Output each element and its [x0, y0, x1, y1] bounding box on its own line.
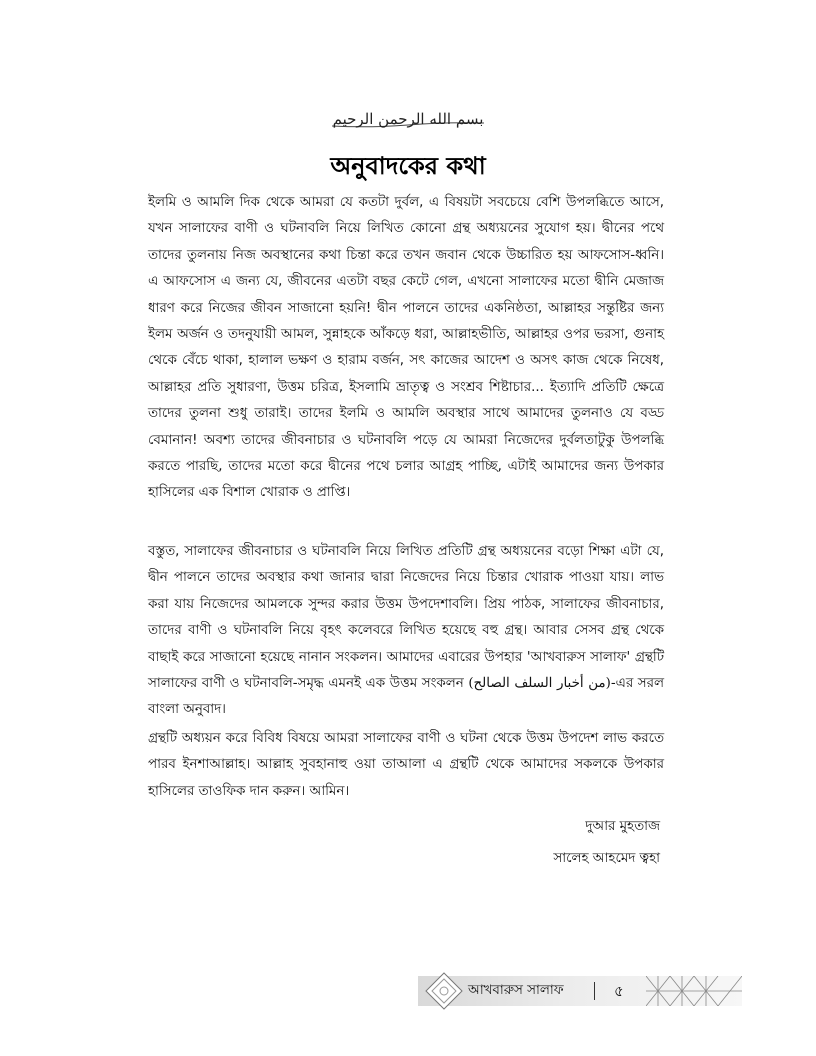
page-number: ৫ [614, 982, 624, 1000]
geometric-pattern-icon [646, 976, 742, 1006]
footer-divider [594, 982, 595, 1000]
ornament-icon [424, 971, 464, 1011]
paragraph-2-end: -এর সরল বাংলা অনুবাদ। [148, 676, 664, 718]
bismillah-text: بسم الله الرحمن الرحيم [332, 110, 484, 128]
arabic-book-title: (من أخبار السلف الصالح) [468, 676, 611, 692]
bismillah-calligraphy [300, 104, 516, 134]
signature-line-1: দুআর মুহতাজ [585, 819, 660, 834]
page-title: অনুবাদকের কথা [330, 151, 486, 180]
paragraph-2 [148, 539, 664, 724]
paragraph-2-text: বস্তুত, সালাফের জীবনাচার ও ঘটনাবলি নিয়ে লিখিত প্রতিটি গ্রন্থ অধ্যয়নের বড়ো শিক্ষা এটা যে, দ্বীন পালনে তাদের অবস্থার কথা জানার দ্বারা নিজেদের নিয়ে চিন্তার খোরাক পাওয়া যায়। লাভ করা যায় নিজেদের আমলকে সুন্দর করার উত্তম উপদেশাবলি। প্রিয় পাঠক, সালাফের জীবনাচার, তাদের বাণী ও ঘটনাবলি নিয়ে বৃহৎ কলেবরে লিখিত হয়েছে বহু গ্রন্থ। আবার সেসব গ্রন্থ থেকে বাছাই করে সাজানো হয়েছে নানান সংকলন। আমাদের এবারের উপহার 'আখবারুস সালাফ' গ্রন্থটি সালাফের বাণী ও ঘটনাবলি-সমৃদ্ধ এমনই এক উত্তম সংকলন [148, 544, 664, 692]
paragraph-1: ইলমি ও আমলি দিক থেকে আমরা যে কতটা দুর্বল, এ বিষয়টা সবচেয়ে বেশি উপলব্ধিতে আসে, যখন সালাফের বাণী ও ঘটনাবলি নিয়ে লিখিত কোনো গ্রন্থ অধ্যয়নের সুযোগ হয়। দ্বীনের পথে তাদের তুলনায় নিজ অবস্থানের কথা চিন্তা করে তখন জবান থেকে উচ্চারিত হয় আফসোস-ধ্বনি। এ আফসোস এ জন্য যে, জীবনের এতটা বছর কেটে গেল, এখনো সালাফের মতো দ্বীনি মেজাজ ধারণ করে নিজের জীবন সাজানো হয়নি! দ্বীন পালনে তাদের একনিষ্ঠতা, আল্লাহর সন্তুষ্টির জন্য ইলম অর্জন ও তদনুযায়ী আমল, সুন্নাহকে আঁকড়ে ধরা, আল্লাহভীতি, আল্লাহর ওপর ভরসা, গুনাহ থেকে বেঁচে থাকা, হালাল ভক্ষণ ও হারাম বর্জন, সৎ কাজের আদেশ ও অসৎ কাজ থেকে নিষেধ, আল্লাহর প্রতি সুধারণা, উত্তম চরিত্র, ইসলামি ভ্রাতৃত্ব ও সংশ্রব শিষ্টাচার... ইত্যাদি প্রতিটি ক্ষেত্রে তাদের তুলনা শুধু তারাই। তাদের ইলমি ও আমলি অবস্থার সাথে আমাদের তুলনাও যে বড্ড বেমানান! অবশ্য তাদের জীবনাচার ও ঘটনাবলি পড়ে যে আমরা নিজেদের দুর্বলতাটুকু উপলব্ধি করতে পারছি, তাদের মতো করে দ্বীনের পথে চলার আগ্রহ পাচ্ছি, এটাই আমাদের জন্য উপকার হাসিলের এক বিশাল খোরাক ও প্রাপ্তি। [148, 195, 664, 501]
paragraph-3: গ্রন্থটি অধ্যয়ন করে বিবিধ বিষয়ে আমরা সালাফের বাণী ও ঘটনা থেকে উত্তম উপদেশ লাভ করতে পারব ইনশাআল্লাহ। আল্লাহ সুবহানাহু ওয়া তাআলা এ গ্রন্থটি থেকে আমাদের সকলকে উপকার হাসিলের তাওফিক দান করুন। আমিন। [148, 731, 664, 799]
page-footer [418, 970, 742, 1012]
signature-name: সালেহ আহমেদ ত্বহা [553, 851, 660, 866]
footer-book-name: আখবারুস সালাফ [468, 983, 564, 998]
